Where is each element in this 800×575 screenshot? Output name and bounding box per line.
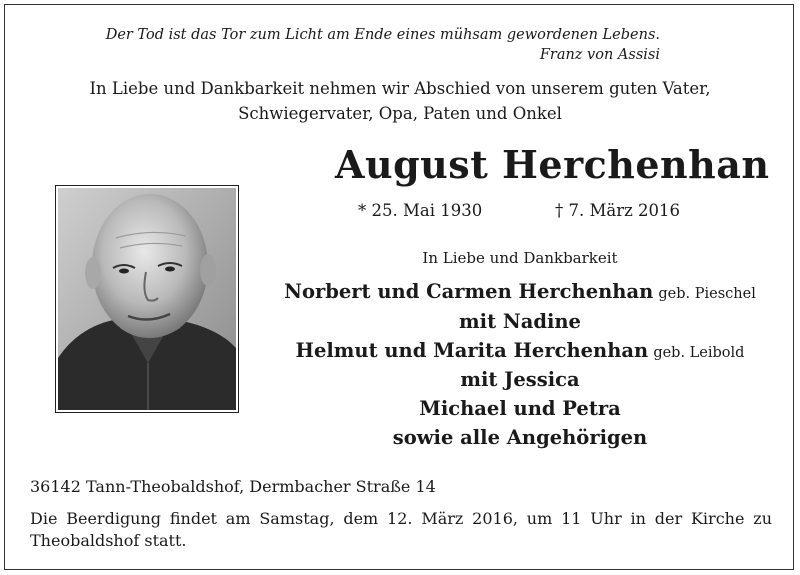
family-line-main: mit Nadine <box>459 310 581 333</box>
intro-line-1: In Liebe und Dankbarkeit nehmen wir Abschied von unserem guten Vater, <box>89 79 711 98</box>
family-line-note: geb. Pieschel <box>658 286 756 302</box>
address: 36142 Tann-Theobaldshof, Dermbacher Straße 14 <box>30 477 436 496</box>
funeral-info: Die Beerdigung findet am Samstag, dem 12. März 2016, um 11 Uhr in der Kirche zu Theobaldshof statt. <box>30 509 772 550</box>
family-line-main: Helmut und Marita Herchenhan <box>295 339 649 362</box>
birth-date: * 25. Mai 1930 <box>358 201 483 220</box>
family-line <box>240 368 800 391</box>
family-line <box>240 339 800 362</box>
family-line <box>240 426 800 449</box>
family-line-main: mit Jessica <box>460 368 580 391</box>
family-line-main: Norbert und Carmen Herchenhan <box>284 280 654 303</box>
quote-author: Franz von Assisi <box>539 47 660 63</box>
family-line <box>240 280 800 303</box>
death-date: † 7. März 2016 <box>555 201 681 220</box>
deceased-name: August Herchenhan <box>335 142 770 187</box>
portrait-image <box>58 188 236 410</box>
family-line-main: sowie alle Angehörigen <box>392 426 648 449</box>
portrait-photo <box>55 185 239 413</box>
intro-line-2: Schwiegervater, Opa, Paten und Onkel <box>238 104 562 123</box>
quote-text: Der Tod ist das Tor zum Licht am Ende eines mühsam gewordenen Lebens. <box>105 27 660 43</box>
family-line-main: Michael und Petra <box>419 397 621 420</box>
family-heading: In Liebe und Dankbarkeit <box>422 249 618 267</box>
family-line <box>240 397 800 420</box>
family-list <box>240 280 800 450</box>
family-line-note: geb. Leibold <box>653 345 745 361</box>
family-line <box>240 310 800 333</box>
